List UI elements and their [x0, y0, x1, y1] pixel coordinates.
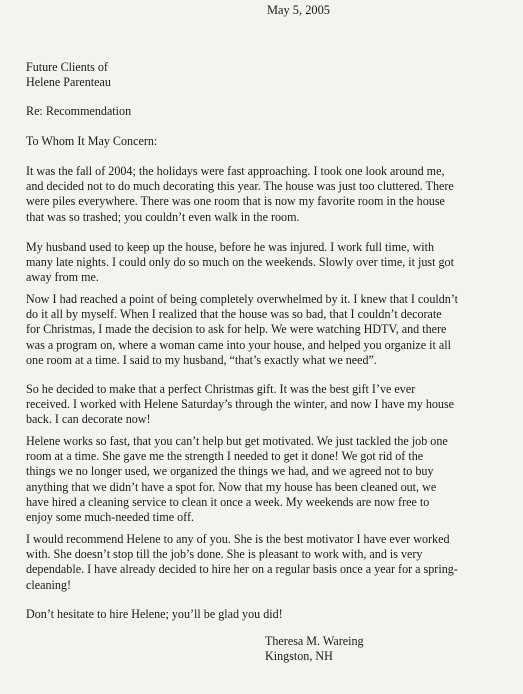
text-line: things we no longer used, we organized the things we had, and we agreed not to buy	[26, 464, 434, 479]
text-line: I would recommend Helene to any of you. She is the best motivator I have ever worked	[26, 532, 450, 546]
subject-line: Re: Recommendation	[26, 104, 132, 118]
text-line: away from me.	[26, 270, 99, 285]
text-line: cleaning!	[26, 577, 71, 592]
paragraph-1	[26, 164, 514, 225]
text-line: received. I worked with Helene Saturday’s through the winter, and now I have my house	[26, 397, 455, 412]
text-line: that was so trashed; you couldn’t even walk in the room.	[26, 209, 300, 224]
paragraph-5	[26, 434, 514, 525]
signer-name: Theresa M. Wareing	[265, 634, 364, 648]
text-line: So he decided to make that a perfect Christmas gift. It was the best gift I’ve ever	[26, 382, 416, 396]
text-line: for Christmas, I made the decision to ask for help. We were watching HDTV, and there	[26, 322, 447, 337]
recipient-line: Helene Parenteau	[26, 75, 111, 90]
recipient-block	[26, 60, 514, 90]
paragraph-3	[26, 292, 514, 368]
text-line: one room at a time. I said to my husband, “that’s exactly what we need”.	[26, 352, 377, 367]
text-line: do it all by myself. When I realized that the house was so bad, that I couldn’t decorate	[26, 307, 442, 322]
text-line: back. I can decorate now!	[26, 412, 151, 427]
text-line: Don’t hesitate to hire Helene; you’ll be glad you did!	[26, 607, 283, 621]
paragraph-2	[26, 240, 514, 286]
letter-date: May 5, 2005	[267, 3, 330, 17]
paragraph-7	[26, 607, 514, 622]
text-line: were piles everywhere. There was one room that is now my favorite room in the house	[26, 194, 445, 209]
text-line: room at a time. She gave me the strength I needed to get it done! We got rid of the	[26, 449, 424, 464]
text-line: Helene works so fast, that you can’t help but get motivated. We just tackled the job one	[26, 434, 448, 448]
text-line: and decided not to do much decorating this year. The house was just too cluttered. There	[26, 179, 454, 194]
text-line: It was the fall of 2004; the holidays were fast approaching. I took one look around me,	[26, 164, 445, 178]
text-line: was a program on, where a woman came into your house, and helped you organize it all	[26, 337, 451, 352]
paragraph-6	[26, 532, 514, 593]
text-line: enjoy some much-needed time off.	[26, 510, 195, 525]
recipient-line: Future Clients of	[26, 60, 108, 74]
signature-block	[265, 634, 505, 664]
text-line: have hired a cleaning service to clean it once a week. My weekends are now free to	[26, 494, 430, 509]
text-line: anything that we didn’t have a spot for. Now that my house has been cleaned out, we	[26, 479, 437, 494]
signer-location: Kingston, NH	[265, 649, 333, 664]
paragraph-4	[26, 382, 514, 428]
text-line: with. She doesn’t stop till the job’s done. She is pleasant to work with, and is very	[26, 547, 423, 562]
text-line: My husband used to keep up the house, before he was injured. I work full time, with	[26, 240, 435, 254]
text-line: dependable. I have already decided to hire her on a regular basis once a year for a spring-	[26, 562, 458, 577]
text-line: many late nights. I could only do so much on the weekends. Slowly over time, it just got	[26, 255, 454, 270]
text-line: Now I had reached a point of being completely overwhelmed by it. I knew that I couldn’t	[26, 292, 458, 306]
salutation: To Whom It May Concern:	[26, 134, 158, 148]
